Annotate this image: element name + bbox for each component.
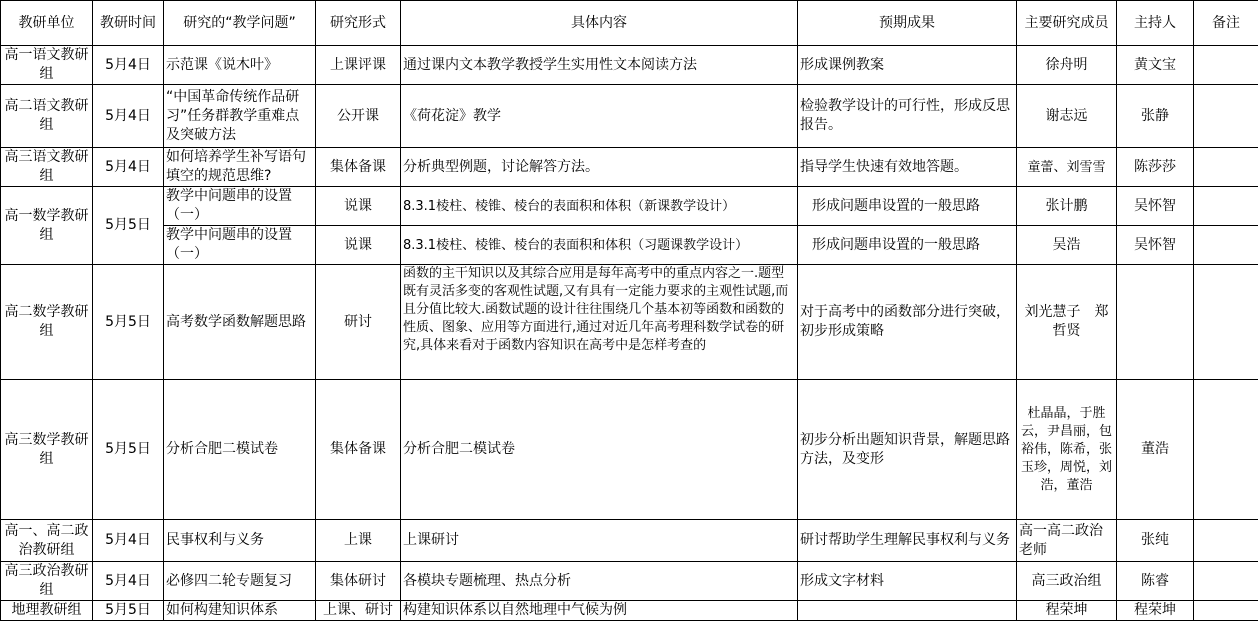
header-form: 研究形式 <box>316 1 401 46</box>
cell-unit: 高一、高二政治教研组 <box>1 520 93 562</box>
cell-note <box>1194 265 1258 380</box>
cell-unit: 高一数学教研组 <box>1 187 93 265</box>
cell-host: 吴怀智 <box>1117 187 1194 226</box>
cell-result: 初步分析出题知识背景，解题思路方法，及变形 <box>798 380 1017 520</box>
cell-result <box>798 601 1017 621</box>
cell-form: 说课 <box>316 226 401 265</box>
cell-problem: 高考数学函数解题思路 <box>164 265 316 380</box>
cell-members: 张计鹏 <box>1017 187 1117 226</box>
cell-unit: 高三数学教研组 <box>1 380 93 520</box>
table-row <box>1 562 1258 601</box>
cell-problem: 教学中问题串的设置（一） <box>164 187 316 226</box>
cell-host <box>1117 265 1194 380</box>
cell-members: 徐舟明 <box>1017 46 1117 85</box>
cell-result: 形成文字材料 <box>798 562 1017 601</box>
cell-date: 5月5日 <box>93 380 164 520</box>
table-row <box>1 520 1258 562</box>
cell-result: 指导学生快速有效地答题。 <box>798 148 1017 187</box>
cell-host: 张静 <box>1117 85 1194 148</box>
cell-date: 5月5日 <box>93 187 164 265</box>
cell-result: 检验教学设计的可行性，形成反思报告。 <box>798 85 1017 148</box>
cell-members: 程荣坤 <box>1017 601 1117 621</box>
cell-problem: 分析合肥二模试卷 <box>164 380 316 520</box>
header-host: 主持人 <box>1117 1 1194 46</box>
cell-content: 通过课内文本教学教授学生实用性文本阅读方法 <box>401 46 798 85</box>
cell-host: 董浩 <box>1117 380 1194 520</box>
cell-problem: “中国革命传统作品研习”任务群教学重难点及突破方法 <box>164 85 316 148</box>
cell-host: 吴怀智 <box>1117 226 1194 265</box>
cell-unit: 高三政治教研组 <box>1 562 93 601</box>
table-row <box>1 46 1258 85</box>
table-row <box>1 226 1258 265</box>
cell-content: 《荷花淀》教学 <box>401 85 798 148</box>
cell-content: 各模块专题梳理、热点分析 <box>401 562 798 601</box>
cell-host: 程荣坤 <box>1117 601 1194 621</box>
table-row <box>1 85 1258 148</box>
table-row <box>1 265 1258 380</box>
cell-form: 说课 <box>316 187 401 226</box>
cell-problem: 如何培养学生补写语句填空的规范思维? <box>164 148 316 187</box>
header-content: 具体内容 <box>401 1 798 46</box>
cell-unit: 高一语文教研组 <box>1 46 93 85</box>
cell-result: 研讨帮助学生理解民事权利与义务 <box>798 520 1017 562</box>
cell-form: 集体研讨 <box>316 562 401 601</box>
cell-note <box>1194 380 1258 520</box>
cell-content: 8.3.1棱柱、棱锥、棱台的表面积和体积（习题课教学设计） <box>401 226 798 265</box>
cell-unit: 高三语文教研组 <box>1 148 93 187</box>
cell-result: 形成问题串设置的一般思路 <box>798 187 1017 226</box>
cell-date: 5月4日 <box>93 562 164 601</box>
table-row <box>1 601 1258 621</box>
cell-result: 对于高考中的函数部分进行突破，初步形成策略 <box>798 265 1017 380</box>
cell-members: 童蕾、刘雪雪 <box>1017 148 1117 187</box>
cell-note <box>1194 562 1258 601</box>
cell-host: 黄文宝 <box>1117 46 1194 85</box>
cell-members: 刘光慧子 郑哲贤 <box>1017 265 1117 380</box>
cell-form: 公开课 <box>316 85 401 148</box>
cell-content: 分析典型例题，讨论解答方法。 <box>401 148 798 187</box>
header-unit: 教研单位 <box>1 1 93 46</box>
header-date: 教研时间 <box>93 1 164 46</box>
cell-host: 陈莎莎 <box>1117 148 1194 187</box>
cell-problem: 教学中问题串的设置（一） <box>164 226 316 265</box>
cell-form: 上课、研讨 <box>316 601 401 621</box>
cell-members: 高三政治组 <box>1017 562 1117 601</box>
cell-note <box>1194 148 1258 187</box>
cell-problem: 民事权利与义务 <box>164 520 316 562</box>
cell-note <box>1194 520 1258 562</box>
header-note: 备注 <box>1194 1 1258 46</box>
cell-note <box>1194 187 1258 226</box>
cell-members: 吴浩 <box>1017 226 1117 265</box>
cell-form: 上课 <box>316 520 401 562</box>
header-members: 主要研究成员 <box>1017 1 1117 46</box>
cell-form: 上课评课 <box>316 46 401 85</box>
header-row <box>1 1 1258 46</box>
cell-host: 陈睿 <box>1117 562 1194 601</box>
cell-content: 8.3.1棱柱、棱锥、棱台的表面积和体积（新课教学设计） <box>401 187 798 226</box>
cell-unit: 地理教研组 <box>1 601 93 621</box>
cell-note <box>1194 226 1258 265</box>
cell-note <box>1194 601 1258 621</box>
cell-date: 5月5日 <box>93 265 164 380</box>
cell-date: 5月4日 <box>93 46 164 85</box>
table-row <box>1 187 1258 226</box>
header-result: 预期成果 <box>798 1 1017 46</box>
cell-members: 谢志远 <box>1017 85 1117 148</box>
cell-problem: 示范课《说木叶》 <box>164 46 316 85</box>
cell-problem: 如何构建知识体系 <box>164 601 316 621</box>
cell-host: 张纯 <box>1117 520 1194 562</box>
cell-form: 集体备课 <box>316 380 401 520</box>
cell-result: 形成课例教案 <box>798 46 1017 85</box>
cell-note <box>1194 85 1258 148</box>
cell-note <box>1194 46 1258 85</box>
cell-result: 形成问题串设置的一般思路 <box>798 226 1017 265</box>
cell-content: 构建知识体系以自然地理中气候为例 <box>401 601 798 621</box>
cell-members: 高一高二政治老师 <box>1017 520 1117 562</box>
cell-form: 集体备课 <box>316 148 401 187</box>
cell-date: 5月4日 <box>93 520 164 562</box>
table-row <box>1 148 1258 187</box>
cell-unit: 高二数学教研组 <box>1 265 93 380</box>
cell-content: 分析合肥二模试卷 <box>401 380 798 520</box>
cell-content: 上课研讨 <box>401 520 798 562</box>
cell-date: 5月4日 <box>93 148 164 187</box>
cell-content: 函数的主干知识以及其综合应用是每年高考中的重点内容之一.题型既有灵活多变的客观性试题,又有具有一定能力要求的主观性试题,而且分值比较大.函数试题的设计往往围绕几个基本初等函数和函数的性质、图象、应用等方面进行,通过对近几年高考理科数学试卷的研究,具体来看对于函数内容知识在高考中是怎样考查的 <box>401 265 798 380</box>
header-problem: 研究的“教学问题” <box>164 1 316 46</box>
table-row <box>1 380 1258 520</box>
cell-date: 5月5日 <box>93 601 164 621</box>
cell-problem: 必修四二轮专题复习 <box>164 562 316 601</box>
cell-unit: 高二语文教研组 <box>1 85 93 148</box>
cell-date: 5月4日 <box>93 85 164 148</box>
cell-members: 杜晶晶，于胜云，尹昌丽，包裕伟，陈希，张玉珍，周悦，刘浩，董浩 <box>1017 380 1117 520</box>
cell-form: 研讨 <box>316 265 401 380</box>
